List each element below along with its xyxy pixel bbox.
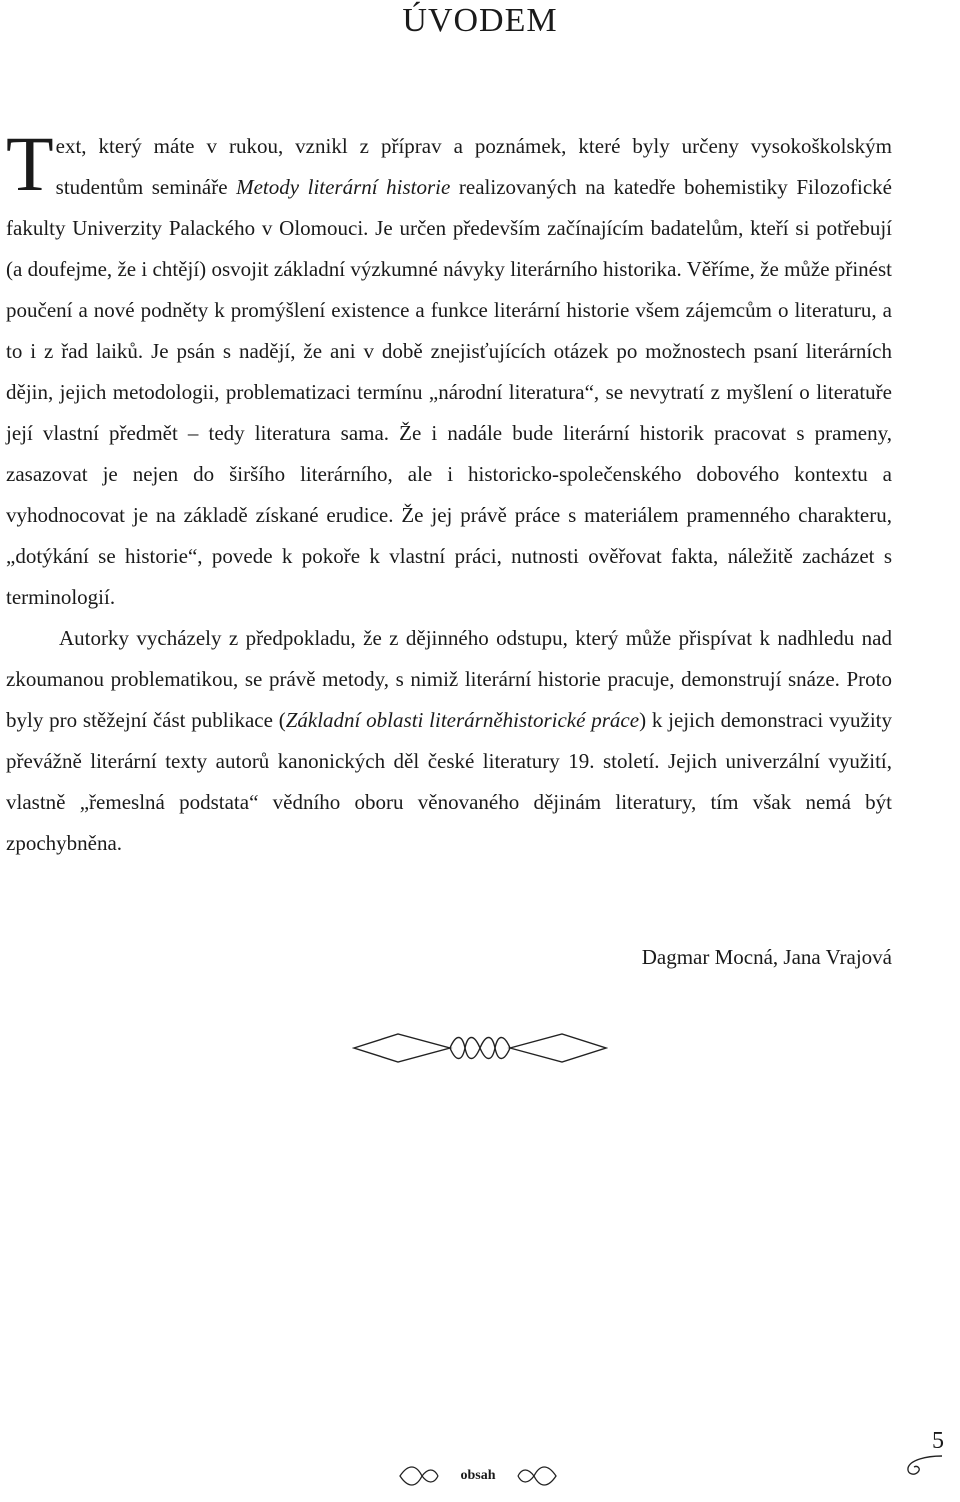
paragraph-1-italic: Metody literární historie — [236, 175, 451, 199]
paragraph-1 — [6, 120, 892, 618]
paragraph-2-italic: Základní oblasti literárněhistorické práce — [285, 708, 640, 732]
diamond-ornament-icon — [352, 1030, 608, 1066]
page-title: ÚVODEM — [402, 2, 558, 39]
signature: Dagmar Mocná, Jana Vrajová — [641, 945, 892, 969]
body-text — [6, 120, 892, 864]
drop-cap: T — [6, 120, 54, 207]
page-number: 5 — [932, 1428, 944, 1454]
nav-label: obsah — [460, 1468, 496, 1483]
paragraph-1-text-b: realizovaných na katedře bohemistiky Filozofické fakulty Univerzity Palackého v Olomouci. Je určen především začínajícím badatelům, kteří si potřebují (a doufejme, že i chtějí) osvojit základní výzkumné návyky literárního historika. Věříme, že může přinést poučení a nové podněty k promýšlení existence a funkce literární historie všem zájemcům o literaturu, a to i z řad laiků. Je psán s nadějí, že ani v době znejisťujících otázek po možnostech psaní literárních dějin, jejich metodologii, problematizaci termínu „národní literatura“, se nevytratí z myšlení o literatuře její vlastní předmět – tedy literatura sama. Že i nadále bude literární historik pracovat s prameny, zasazovat je nejen do širšího literárního, ale i historicko-společenského dobového kontextu a vyhodnocovat je na základě získané erudice. Že jej právě práce s materiálem pramenného charakteru, „dotýkání se historie“, povede k pokoře k vlastní práci, nutnosti ověřovat fakta, náležitě zacházet s terminologií. — [6, 175, 892, 609]
table-of-contents-link[interactable] — [398, 1462, 558, 1490]
paragraph-1-text-a: ext, který máte v rukou, vznikl z příprav a poznámek, které byly určeny vysokoškolským studentům semináře — [55, 134, 892, 199]
paragraph-2-text-b: ) k jejich demonstraci využity převážně literární texty autorů kanonických děl české literatury 19. století. Jejich univerzální využití, vlastně „řemeslná podstata“ vědního oboru věnovaného dějinám literatury, tím však nemá být zpochybněna. — [6, 708, 892, 855]
swirl-ornament-icon — [904, 1452, 944, 1478]
paragraph-2-text-a: Autorky vycházely z předpokladu, že z dějinného odstupu, který může přispívat k nadhledu nad zkoumanou problematikou, se právě metody, s nimiž literární historie pracuje, demonstrují snáze. Proto byly pro stěžejní část publikace ( — [6, 626, 892, 732]
paragraph-2 — [6, 618, 892, 864]
